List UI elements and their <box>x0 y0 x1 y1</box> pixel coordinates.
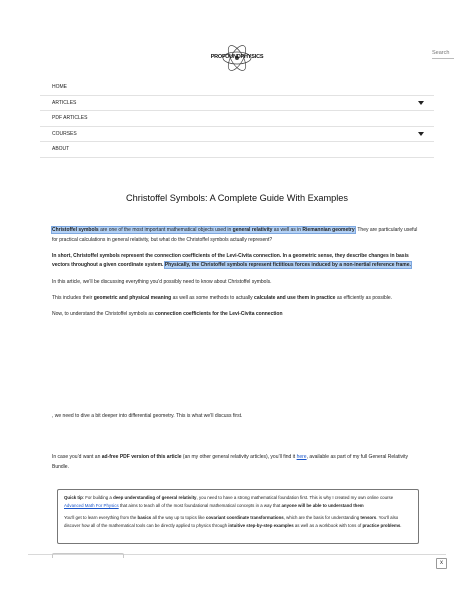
pdf-link[interactable]: here <box>296 454 307 461</box>
main-nav <box>40 80 434 158</box>
highlighted-text: Physically, the Christoffel symbols represent fictitious forces induced by a non-inertial reference frame. <box>164 262 411 269</box>
article-body <box>52 226 424 479</box>
nav-item-articles[interactable] <box>40 96 434 112</box>
article-paragraph: Now, to understand the Christoffel symbols as connection coefficients for the Levi-Civita connection <box>52 310 283 317</box>
summary-paragraph: In short, Christoffel symbols represent the connection coefficients of the Levi-Civita connection. In a geometric sense, they describe changes in basis vectors throughout a given coordinate system. Physically, the Christoffel symbols represent fictitious forces induced by a non-inertial reference frame. <box>52 252 411 269</box>
article-paragraph: In this article, we’ll be discussing everything you’d possibly need to know about Christoffel symbols. <box>52 278 272 285</box>
search-input[interactable] <box>432 48 454 59</box>
intro-paragraph: Christoffel symbols are one of the most important mathematical objects used in general relativity as well as in Riemannian geometry. They are particularly useful for practical calculations in general relativity, but what do the Christoffel symbols actually represent? <box>52 227 418 243</box>
bottom-tab[interactable] <box>52 553 124 558</box>
article-title: Christoffel Symbols: A Complete Guide With Examples <box>126 193 348 203</box>
nav-item-label: COURSES <box>52 130 77 137</box>
nav-item-courses[interactable] <box>40 127 434 143</box>
nav-item-pdf-articles[interactable] <box>40 111 434 127</box>
quick-tip-box <box>57 489 419 544</box>
caret-down-icon[interactable] <box>418 101 424 105</box>
nav-item-label: PDF ARTICLES <box>52 115 88 121</box>
logo-text: PROFOUNDPHYSICS <box>210 54 264 60</box>
close-ad-button[interactable]: x <box>436 558 447 569</box>
tip-paragraph: Quick tip: For building a deep understanding of general relativity, you need to have a strong mathematical foundation first. This is why I created my own online course Advanced Math For Physics that aims to teach all of the most foundational mathematical concepts in a way that anyone will be able to understand them <box>64 495 394 508</box>
highlighted-text: Christoffel symbols are one of the most important mathematical objects used in general relativity as well as in Riemannian geometry <box>52 227 355 233</box>
site-logo[interactable] <box>207 40 267 76</box>
nav-item-home[interactable] <box>40 80 434 96</box>
nav-item-label: ABOUT <box>52 146 70 152</box>
article-paragraph: In case you’d want an ad-free PDF version of this article (an my other general relativity articles), you’ll find it here, available as part of my full General Relativity Bundle. <box>52 454 409 470</box>
article-paragraph: This includes their geometric and physical meaning as well as some methods to actually calculate and use them in practice as efficiently as possible. <box>52 294 393 301</box>
tip-paragraph: You’ll get to learn everything from the basics all the way up to topics like covariant coordinate transformations, which are the basis for understanding tensors. You’ll also discover how all of the mathematical tools can be directly applied to physics through intuitive step-by-step examples as well as a workbook with tons of practice problems. <box>64 515 402 528</box>
course-link[interactable]: Advanced Math For Physics <box>64 502 119 508</box>
article-paragraph: , we need to dive a bit deeper into differential geometry. This is what we’ll discuss first. <box>52 412 243 419</box>
nav-item-about[interactable] <box>40 142 434 158</box>
nav-item-label: HOME <box>52 84 67 90</box>
nav-item-label: ARTICLES <box>52 99 77 106</box>
caret-down-icon[interactable] <box>418 132 424 136</box>
